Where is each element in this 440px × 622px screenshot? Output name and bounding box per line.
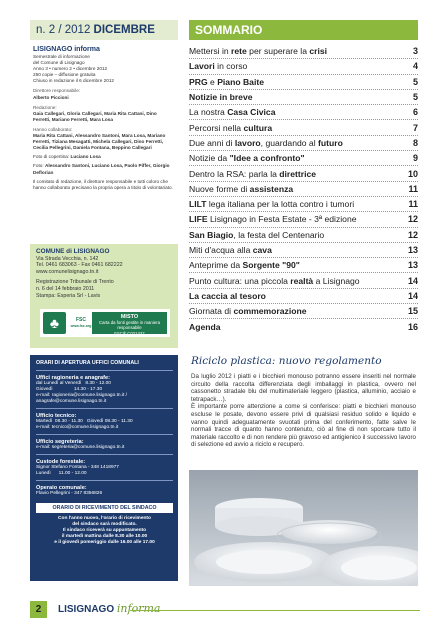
toc-item-page: 16	[407, 321, 418, 332]
toc-item[interactable]	[189, 136, 418, 151]
volunteer-note: Il comitato di redazione, il direttore responsabile e tutti coloro che hanno collaborato precisano la propria opera a titolo di volontariato.	[33, 178, 173, 190]
foto-credits: Foto: Alessandro Santoni, Luciano Losa, Paolo Piffer, Giorgio Deflorian	[33, 163, 170, 175]
office-section-line: e-mail: segreteria@comune.lisignago.tn.it	[36, 445, 125, 450]
office-hours-list	[36, 375, 173, 497]
article-paragraph: Da luglio 2012 i piatti e i bicchieri monouso potranno essere inseriti nel normale circuito della raccolta differenziata degli imballaggi in plastica, ovvero nel cassonetto stradale blu del multimateriale leggero (plastica, alluminio, acciaio e tetrapack…).	[191, 373, 416, 403]
toc-item-page: 5	[412, 76, 418, 87]
office-section-line: dal Lunedì al Venerdì 8.30 - 12.00	[36, 381, 111, 386]
masthead-line: Chiuso in redazione il 6 dicembre 2012	[33, 78, 115, 84]
toc-item-label: La nostra Casa Civica	[189, 107, 276, 118]
masthead-info	[33, 54, 175, 84]
issue-label: n. 2 / 2012 DICEMBRE	[30, 20, 178, 40]
toc-item[interactable]	[189, 105, 418, 120]
office-section-line: e-mail: tecnico@comune.lisignago.tn.it	[36, 425, 119, 430]
office-section-title: Ufficio segreteria:	[36, 439, 84, 445]
office-section-title: Uffici ragioneria e anagrafe:	[36, 375, 110, 381]
printer-line: Stampa: Esperia Srl - Lavis	[36, 292, 101, 299]
toc-item-page: 7	[412, 122, 418, 133]
office-section-line: Giovedì 14.30 - 17.30	[36, 387, 103, 392]
office-section-line: Flavio Pellegrini - 347 8356826	[36, 491, 103, 496]
toc-item[interactable]	[189, 120, 418, 135]
toc-item-page: 12	[407, 229, 418, 240]
toc-item-page: 13	[407, 260, 418, 271]
registration-line2: n. 6 del 14 febbraio 2011	[36, 285, 95, 292]
toc-item[interactable]	[189, 166, 418, 181]
mayor-hours-line: del sindaco sarà modificato.	[72, 522, 137, 527]
article-body	[189, 370, 418, 449]
page-footer	[0, 592, 440, 622]
redazione-heading: Redazione:	[33, 104, 57, 110]
direttore-name: Alberto Piccioni	[33, 94, 69, 100]
fsc-logo: ♣ FSC www.fsc.org MISTO Carta da fonti gestite in maniera responsabile FSC® C021437	[40, 309, 170, 337]
direttore-heading: Direttore responsabile:	[33, 88, 81, 94]
toc-item-label: Anteprime da Sorgente "90"	[189, 260, 300, 271]
toc-item-label: LILT lega italiana per la lotta contro i tumori	[189, 199, 355, 210]
mayor-hours-line: Con l'anno nuovo, l'orario di ricevimento	[58, 516, 151, 521]
toc-item[interactable]	[189, 273, 418, 288]
masthead-credits	[30, 40, 178, 261]
footer-brand: LISIGNAGO informa	[58, 602, 161, 615]
toc-item-page: 15	[407, 306, 418, 317]
toc-item-page: 6	[412, 107, 418, 118]
toc-item-page: 13	[407, 245, 418, 255]
toc-item-page: 12	[407, 214, 418, 225]
toc-item-label: La caccia al tesoro	[189, 290, 266, 301]
office-section-line: anagrafe@comune.lisignago.tn.it	[36, 399, 107, 404]
comune-phone: Tel. 0461 683063 - Fax 0461 682222	[36, 262, 123, 269]
mayor-hours-text	[36, 516, 173, 546]
masthead-title: LISIGNAGO informa	[33, 46, 100, 53]
toc-item-label: Punto cultura: una piccola realtà a Lisignago	[189, 275, 360, 286]
office-section-line: e-mail: ragioneria@comune.lisignago.tn.it /	[36, 393, 127, 398]
toc-item[interactable]	[189, 44, 418, 59]
collaborato-names: Maria Rita Cattani, Alessandro Santoni, Mara Losa, Mariano Ferretti, Tiziana Mesagatti, Michela Callegari, Dino Ferretti, Cecilia Pellegrini, Daniela Fontana, Beppino Callegari	[33, 133, 166, 151]
toc-item-page: 14	[407, 290, 418, 301]
mayor-hours-line: e il giovedì pomeriggio dalle 16.00 alle 17.00	[54, 540, 155, 545]
office-section-line: Martedì 08.30 - 11.30 Giovedì 08.30 - 11.30	[36, 419, 133, 424]
toc-item-label: Mettersi in rete per superare la crisi	[189, 46, 328, 57]
comune-website[interactable]: www.comunelisignago.tn.it	[36, 268, 99, 275]
toc-item[interactable]	[189, 197, 418, 212]
toc-item-page: 8	[412, 137, 418, 148]
office-section-line: Lunedì 11.00 - 12.00	[36, 471, 87, 476]
office-hours-box	[30, 355, 178, 581]
masthead-line: del Comune di Lisignago	[33, 60, 85, 66]
masthead-line: Anno 3 • numero 2 • dicembre 2012	[33, 66, 108, 72]
mayor-hours-line: Il sindaco riceverà su appuntamento	[62, 528, 147, 533]
toc-item[interactable]	[189, 228, 418, 243]
foto-copertina: Foto di copertina: Luciano Losa	[33, 154, 101, 160]
toc-item-label: Notizie da "Idee a confronto"	[189, 153, 305, 164]
article-paragraph: È importante porre attenzione a come si conferisce: piatti e bicchieri monouso escluse le posate, devono essere privi di qualsiasi residuo solido e liquido e vanno quindi adeguatamente svuotati prima del conferimento, fatte salve le normali tracce di quanto hanno contenuto, ciò al fine di non sporcare tutto il materiale raccolto e di non rendere più gravoso ed antigienico il successivo lavoro di selezione ed avvio a riciclo e recupero.	[191, 403, 416, 449]
mayor-hours-line: il martedì mattina dalle 8.30 alle 10.00	[61, 534, 148, 539]
toc-item-page: 14	[407, 275, 418, 286]
table-of-contents	[189, 44, 418, 335]
toc-item-label: Dentro la RSA: parla la direttrice	[189, 168, 317, 179]
toc-item[interactable]	[189, 243, 418, 258]
toc-item[interactable]	[189, 90, 418, 105]
toc-item-page: 9	[412, 153, 418, 164]
mayor-hours-title: ORARIO DI RICEVIMENTO DEL SINDACO	[36, 503, 173, 513]
toc-item[interactable]	[189, 304, 418, 319]
redazione-names: Gaia Callegari, Gloria Callegari, Maria Rita Cattani, Dino Ferretti, Mariano Ferretti, Mara Losa	[33, 110, 157, 122]
toc-item-page: 3	[412, 46, 418, 57]
toc-item-label: Notizie in breve	[189, 92, 253, 103]
office-section-line: Signor Stefano Fontana - 348 1418977	[36, 465, 119, 470]
toc-item-label: Due anni di lavoro, guardando al futuro	[189, 137, 343, 148]
toc-item[interactable]	[189, 151, 418, 166]
comune-title: COMUNE di LISIGNAGO	[36, 248, 110, 255]
toc-item-page: 5	[412, 92, 418, 103]
registration-line1: Registrazione Tribunale di Trento	[36, 279, 114, 286]
toc-item-label: PRG e Piano Baite	[189, 76, 264, 87]
page-number: 2	[30, 601, 47, 618]
toc-item-page: 11	[408, 199, 418, 210]
toc-item-label: Nuove forme di assistenza	[189, 183, 294, 194]
office-section-title: Ufficio tecnico:	[36, 413, 77, 419]
toc-item-page: 11	[408, 183, 418, 194]
toc-item-label: Miti d'acqua alla cava	[189, 245, 272, 255]
office-section-title: Custode forestale:	[36, 459, 86, 465]
toc-item[interactable]	[189, 59, 418, 74]
article-title: Riciclo plastica: nuovo regolamento	[191, 355, 382, 367]
toc-item-label: Lavori in corso	[189, 61, 248, 72]
toc-item-label: Percorsi nella cultura	[189, 122, 273, 133]
masthead-line: Semestrale di informazione	[33, 54, 90, 59]
toc-item[interactable]	[189, 212, 418, 227]
toc-item-label: Giornata di commemorazione	[189, 306, 307, 317]
fsc-tree-icon: ♣	[43, 312, 66, 334]
toc-item[interactable]	[189, 319, 418, 334]
toc-item-page: 10	[407, 168, 418, 179]
toc-item-page: 4	[412, 61, 418, 72]
toc-item[interactable]	[189, 289, 418, 304]
article-riciclo	[189, 352, 418, 449]
toc-item[interactable]	[189, 258, 418, 273]
toc-item-label: San Biagio, la festa del Centenario	[189, 229, 325, 240]
office-section-title: Operaio comunale:	[36, 485, 87, 491]
sommario-title: SOMMARIO	[189, 20, 418, 40]
comune-address: Via Strada Vecchia, n. 142	[36, 255, 99, 262]
plates-photo	[189, 470, 418, 586]
toc-item-label: LIFE Lisignago in Festa Estate - 3ª edizione	[189, 214, 357, 225]
masthead-column	[30, 20, 178, 261]
masthead-line: 250 copie – diffusione gratuita	[33, 72, 96, 78]
toc-item[interactable]	[189, 182, 418, 197]
office-hours-title: ORARI DI APERTURA UFFICI COMUNALI	[36, 360, 139, 366]
collaborato-heading: Hanno collaborato:	[33, 126, 73, 132]
toc-item[interactable]	[189, 75, 418, 90]
toc-item-label: Agenda	[189, 321, 221, 332]
comune-box	[30, 244, 178, 348]
